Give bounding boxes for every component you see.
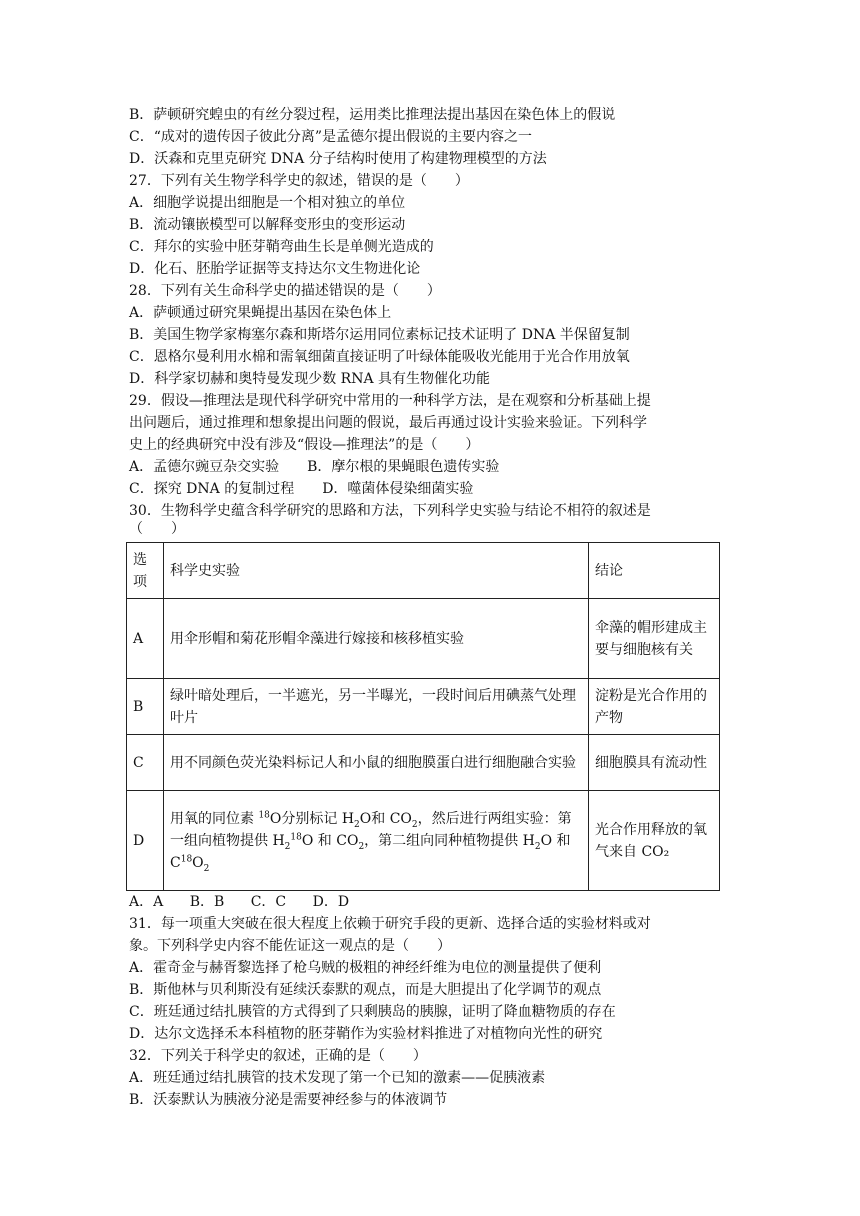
table-header-row [127,543,720,599]
text-block-top [129,104,729,540]
text-line: D．沃森和克里克研究 DNA 分子结构时使用了构建物理模型的方法 [129,151,547,167]
text-line: B．沃泰默认为胰液分泌是需要神经参与的体液调节 [129,1092,448,1108]
subscript: 2 [354,819,360,830]
table-cell-option: A [127,599,164,679]
question-27-stem: 27．下列有关生物学科学史的叙述，错误的是（ ） [129,173,469,189]
text-line: C．探究 DNA 的复制过程 D．噬菌体侵染细菌实验 [129,481,474,497]
text-line: D．化石、胚胎学证据等支持达尔文生物进化论 [129,261,421,277]
table-header-cell: 结论 [589,543,720,599]
table-row [127,791,720,891]
superscript: 18 [258,809,270,820]
table-header-cell: 选项 [127,543,164,599]
table-cell-experiment: 用伞形帽和菊花形帽伞藻进行嫁接和核移植实验 [164,599,589,679]
text-line: C．“成对的遗传因子彼此分离”是孟德尔提出假说的主要内容之一 [129,129,533,145]
text-line: B．萨顿研究蝗虫的有丝分裂过程，运用类比推理法提出基因在染色体上的假说 [129,107,616,123]
superscript: 18 [180,853,193,864]
text-line: B．斯他林与贝利斯没有延续沃泰默的观点，而是大胆提出了化学调节的观点 [129,982,602,998]
subscript: 2 [358,841,365,852]
table-row [127,735,720,791]
table-row [127,679,720,735]
table-cell-option: C [127,735,164,791]
question-28-stem: 28．下列有关生命科学史的描述错误的是（ ） [129,283,441,299]
table-cell-conclusion: 细胞膜具有流动性 [589,735,720,791]
subscript: 2 [534,841,541,852]
table-cell-experiment [164,791,589,891]
text-line: A．班廷通过结扎胰管的技术发现了第一个已知的激素——促胰液素 [129,1070,546,1086]
text-line: C．拜尔的实验中胚芽鞘弯曲生长是单侧光造成的 [129,239,434,255]
superscript: 18 [290,831,302,842]
table-header-cell: 科学史实验 [164,543,589,599]
formula-text: O 和 CO [301,832,359,849]
formula-text: 用氧的同位素 [170,810,259,827]
formula-text: O 和 C [170,832,571,871]
subscript: 2 [284,841,291,852]
formula-text: O [192,854,204,871]
question-29-stem: 29．假设—推理法是现代科学研究中常用的一种科学方法，是在观察和分析基础上提 [129,393,651,409]
question-30-stem: 30．生物科学史蕴含科学研究的思路和方法，下列科学史实验与结论不相符的叙述是 [129,503,651,519]
text-line: A．萨顿通过研究果蝇提出基因在染色体上 [129,305,392,321]
question-30-table [126,542,720,891]
question-31-stem: 31．每一项重大突破在很大程度上依赖于研究手段的更新、选择合适的实验材料或对 [129,916,651,932]
table-cell-conclusion: 光合作用释放的氧气来自 CO₂ [589,791,720,891]
text-line: C．恩格尔曼利用水棉和需氧细菌直接证明了叶绿体能吸收光能用于光合作用放氧 [129,349,630,365]
text-line: A．细胞学说提出细胞是一个相对独立的单位 [129,195,406,211]
table-cell-option: D [127,791,164,891]
question-30-options [129,891,729,913]
table-cell-conclusion: 淀粉是光合作用的产物 [589,679,720,735]
table-cell-conclusion: 伞藻的帽形建成主要与细胞核有关 [589,599,720,679]
text-line: B．美国生物学家梅塞尔森和斯塔尔运用同位素标记技术证明了 DNA 半保留复制 [129,327,630,343]
text-line: D．科学家切赫和奥特曼发现少数 RNA 具有生物催化功能 [129,371,491,387]
text-line: B．流动镶嵌模型可以解释变形虫的变形运动 [129,217,406,233]
text-line: 史上的经典研究中没有涉及“假设—推理法”的是（ ） [129,437,480,453]
option: D．D [312,894,350,910]
formula-text: O和 CO [359,810,412,827]
table-cell-option: B [127,679,164,735]
text-line: 出问题后，通过推理和想象提出问题的假说，最后再通过设计实验来验证。下列科学 [129,415,647,431]
formula-text: ，第二组向同种植物提供 H [364,832,535,849]
formula-text: ，然后进行两组实验：第一组向植物提供 H [170,810,572,849]
table-row [127,599,720,679]
question-32-stem: 32．下列关于科学史的叙述，正确的是（ ） [129,1048,427,1064]
document-page [129,104,729,1111]
text-line: A．霍奇金与赫胥黎选择了枪乌贼的极粗的神经纤维为电位的测量提供了便利 [129,960,602,976]
text-line: C．班廷通过结扎胰管的方式得到了只剩胰岛的胰腺，证明了降血糖物质的存在 [129,1004,616,1020]
table-cell-experiment: 用不同颜色荧光染料标记人和小鼠的细胞膜蛋白进行细胞融合实验 [164,735,589,791]
option: A．A [129,894,164,910]
formula-text: O分别标记 H [269,810,355,827]
subscript: 2 [411,819,418,830]
subscript: 2 [203,863,210,874]
option: C．C [250,894,287,910]
text-line: （ ） [129,521,185,537]
text-line: D．达尔文选择禾本科植物的胚芽鞘作为实验材料推进了对植物向光性的研究 [129,1026,603,1042]
text-block-bottom [129,913,729,1111]
table-cell-experiment: 绿叶暗处理后，一半遮光，另一半曝光，一段时间后用碘蒸气处理叶片 [164,679,589,735]
text-line: 象。下列科学史内容不能佐证这一观点的是（ ） [129,938,451,954]
option: B．B [189,894,225,910]
text-line: A．孟德尔豌豆杂交实验 B．摩尔根的果蝇眼色遗传实验 [129,459,500,475]
